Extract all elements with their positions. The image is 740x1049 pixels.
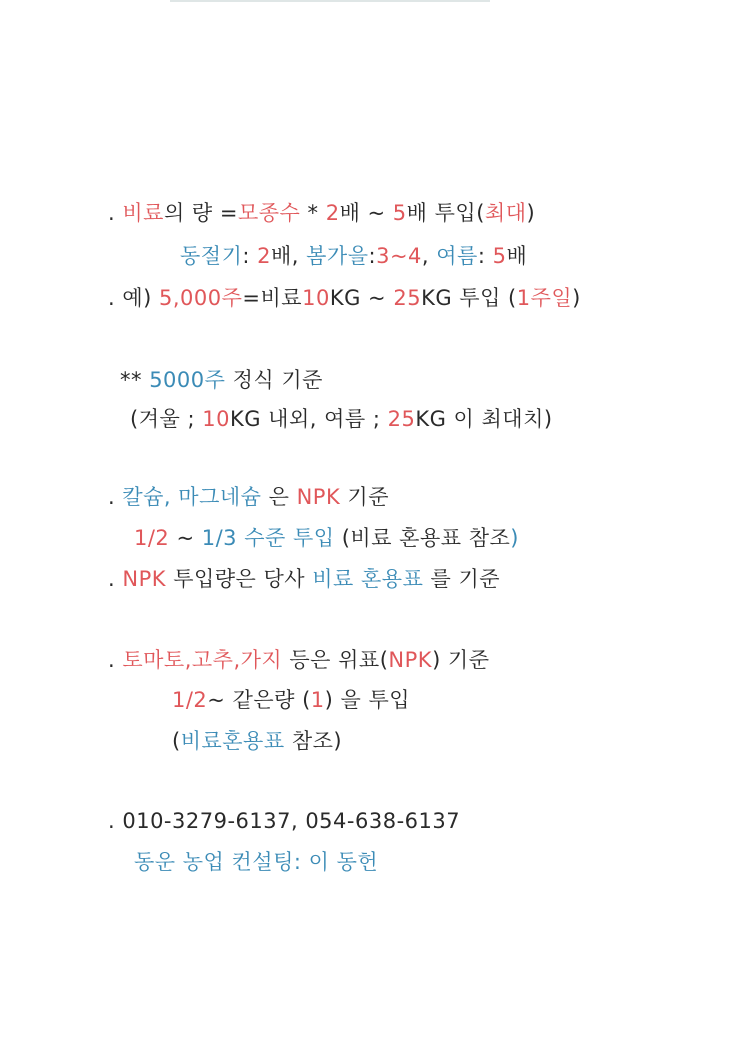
consultant-line (134, 848, 378, 876)
text-segment: 배 (506, 244, 528, 268)
text-segment: (비료 혼용표 참조 (334, 526, 511, 550)
text-segment: 의 량 = (163, 201, 238, 225)
same-amount-line (172, 686, 410, 714)
text-segment: 비료 (122, 201, 164, 225)
text-segment: : (368, 244, 377, 268)
text-segment: 정식 기준 (225, 368, 323, 392)
seasonal-multiplier-line (180, 242, 527, 270)
text-segment: . (108, 485, 123, 509)
text-segment: KG 투입 ( (421, 286, 517, 310)
text-segment: 모종수 (237, 201, 301, 225)
text-segment: 동절기 (180, 244, 243, 268)
text-segment: . (108, 201, 123, 225)
mix-table-reference-line (172, 727, 342, 755)
text-segment: NPK (388, 648, 433, 672)
text-segment: 여름 (436, 244, 478, 268)
text-segment: (겨울 ; (130, 407, 203, 431)
text-segment: KG ~ (329, 286, 394, 310)
text-segment: 최대 (484, 201, 527, 225)
text-segment: : (477, 244, 493, 268)
text-segment: ) (510, 526, 519, 550)
text-segment: 1 (310, 688, 325, 712)
text-segment: KG 내외, 여름 ; (229, 407, 388, 431)
text-segment: 배 투입( (406, 201, 485, 225)
text-segment: 등은 위표( (282, 648, 389, 672)
text-segment: 칼슘, 마그네슘 (122, 485, 262, 509)
scan-edge-divider (170, 0, 490, 2)
planting-standard-line (120, 366, 323, 394)
input-ratio-line (134, 524, 519, 552)
text-segment: 비료 혼용표 (312, 567, 424, 591)
text-segment: 투입량은 당사 (166, 567, 313, 591)
text-segment: ( (172, 729, 181, 753)
text-segment: 10 (202, 407, 230, 431)
text-segment: ) (526, 201, 536, 225)
text-segment: 참조) (284, 729, 343, 753)
text-segment: 은 (261, 485, 297, 509)
text-segment: 2 (325, 201, 340, 225)
text-segment: 25 (393, 286, 422, 310)
text-segment: 25 (387, 407, 416, 431)
season-max-line (130, 405, 553, 433)
text-segment: 5000주 (149, 368, 226, 392)
text-segment: 비료혼용표 (180, 729, 285, 753)
text-segment: . 010-3279-6137, 054-638-6137 (108, 809, 461, 833)
text-segment: 10 (302, 286, 330, 310)
text-segment: ** (120, 368, 150, 392)
text-segment: 1주일 (516, 286, 573, 310)
text-segment: 동운 농업 컨설팅: 이 동헌 (134, 850, 379, 874)
text-segment: 기준 (340, 485, 389, 509)
text-segment: 배, (271, 244, 307, 268)
text-segment: . 예) (108, 286, 160, 310)
text-segment: 배 ~ (339, 201, 393, 225)
calcium-magnesium-line (108, 483, 389, 511)
fertilizer-amount-line (108, 199, 535, 227)
text-segment: 봄가을 (306, 244, 369, 268)
text-segment: =비료 (242, 286, 303, 310)
text-segment: KG 이 최대치) (415, 407, 553, 431)
text-segment: ) 기준 (432, 648, 490, 672)
text-segment: * (300, 201, 326, 225)
text-segment: 5 (392, 201, 407, 225)
text-segment: NPK (122, 567, 167, 591)
text-segment: : (242, 244, 258, 268)
text-segment: 5 (492, 244, 507, 268)
text-segment: 2 (257, 244, 271, 268)
text-segment: 1/3 수준 투입 (201, 526, 335, 550)
npk-input-line (108, 565, 500, 593)
text-segment: 토마토,고추,가지 (122, 648, 283, 672)
crops-standard-line (108, 646, 490, 674)
text-segment: ) 을 투입 (324, 688, 411, 712)
text-segment: 5,000주 (159, 286, 243, 310)
text-segment: ) (572, 286, 581, 310)
text-segment: ~ 같은량 ( (207, 688, 311, 712)
text-segment: 를 기준 (423, 567, 501, 591)
text-segment: . (108, 648, 123, 672)
text-segment: 1/2 (172, 688, 208, 712)
text-segment: NPK (296, 485, 341, 509)
example-line (108, 284, 581, 312)
text-segment: 3~4 (376, 244, 422, 268)
text-segment: . (108, 567, 123, 591)
text-segment: , (421, 244, 437, 268)
text-segment: 1/2 (134, 526, 170, 550)
text-segment: ~ (169, 526, 202, 550)
phone-numbers-line (108, 807, 460, 835)
